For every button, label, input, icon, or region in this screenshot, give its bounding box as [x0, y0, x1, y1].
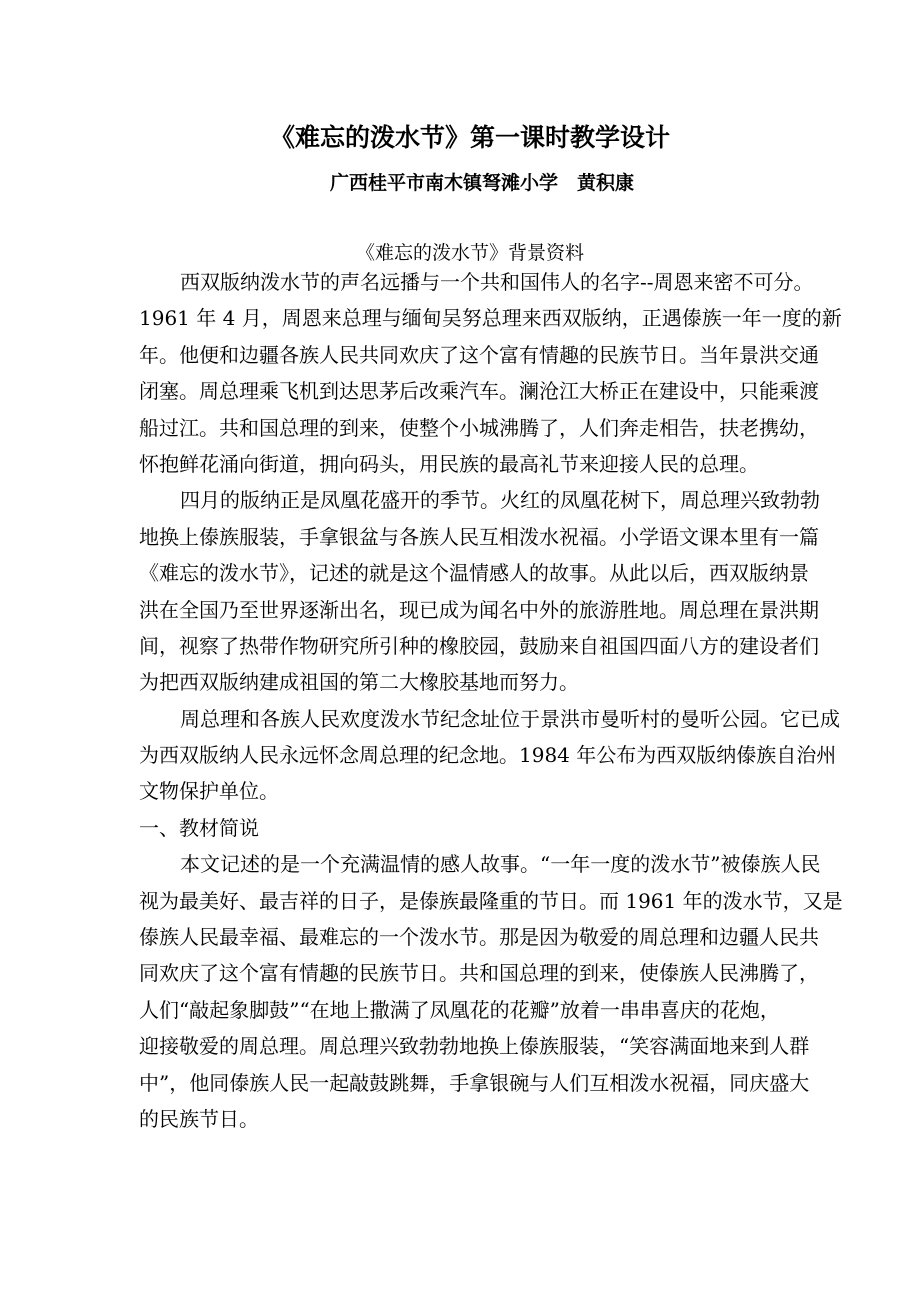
text-line: 船过江。共和国总理的到来，使整个小城沸腾了，人们奔走相告，扶老携幼，: [139, 415, 819, 440]
text-line: 年。他便和边疆各族人民共同欢庆了这个富有情趣的民族节日。当年景洪交通: [139, 342, 819, 367]
text-line: 同欢庆了这个富有情趣的民族节日。共和国总理的到来，使傣族人民沸腾了，: [139, 961, 819, 986]
text-line: 中”，他同傣族人民一起敲鼓跳舞，手拿银碗与人们互相泼水祝福，同庆盛大: [139, 1070, 810, 1095]
text-line: 西双版纳泼水节的声名远播与一个共和国伟人的名字--周恩来密不可分。: [180, 270, 814, 294]
text-line: 间，视察了热带作物研究所引种的橡胶园，鼓励来自祖国四面八方的建设者们: [139, 633, 819, 658]
text-line: 《难忘的泼水节》，记述的就是这个温情感人的故事。从此以后，西双版纳景: [139, 561, 809, 586]
text-line: 地换上傣族服装，手拿银盆与各族人民互相泼水祝福。小学语文课本里有一篇: [139, 524, 819, 549]
text-line: 洪在全国乃至世界逐渐出名，现已成为闻名中外的旅游胜地。周总理在景洪期: [139, 597, 819, 622]
document-body: [139, 264, 843, 1137]
text-line: 为把西双版纳建成祖国的第二大橡胶基地而努力。: [139, 670, 579, 695]
text-line: 傣族人民最幸福、最难忘的一个泼水节。那是因为敬爱的周总理和边疆人民共: [139, 925, 819, 950]
text-line: 闭塞。周总理乘飞机到达思茅后改乘汽车。澜沧江大桥正在建设中，只能乘渡: [139, 379, 819, 404]
text-line: 1961 年 4 月，周恩来总理与缅甸吴努总理来西双版纳，正遇傣族一年一度的新: [139, 306, 842, 331]
text-line: 视为最美好、最吉祥的日子，是傣族最隆重的节日。而 1961 年的泼水节，又是: [139, 888, 843, 913]
author-line: 广西桂平市南木镇弩滩小学 黄积康: [330, 172, 635, 194]
document-title: 《难忘的泼水节》第一课时教学设计: [269, 123, 670, 152]
text-line: 四月的版纳正是凤凰花盛开的季节。火红的凤凰花树下，周总理兴致勃勃: [180, 488, 820, 513]
text-line: 迎接敬爱的周总理。周总理兴致勃勃地换上傣族服装，“笑容满面地来到人群: [139, 1034, 810, 1059]
section-heading: 《难忘的泼水节》背景资料: [355, 242, 584, 264]
text-line: 人们“敲起象脚鼓”“在地上撒满了凤凰花的花瓣”放着一串串喜庆的花炮，: [139, 997, 780, 1022]
text-line: 文物保护单位。: [139, 779, 279, 804]
text-line: 为西双版纳人民永远怀念周总理的纪念地。1984 年公布为西双版纳傣族自治州: [139, 743, 837, 768]
text-line: 怀抱鲜花涌向街道，拥向码头，用民族的最高礼节来迎接人民的总理。: [139, 451, 759, 476]
text-line: 周总理和各族人民欢度泼水节纪念址位于景洪市曼听村的曼听公园。它已成: [180, 706, 840, 731]
text-line: 本文记述的是一个充满温情的感人故事。“一年一度的泼水节”被傣族人民: [180, 852, 821, 877]
text-line: 一、教材简说: [139, 815, 259, 840]
text-line: 的民族节日。: [139, 1106, 259, 1131]
